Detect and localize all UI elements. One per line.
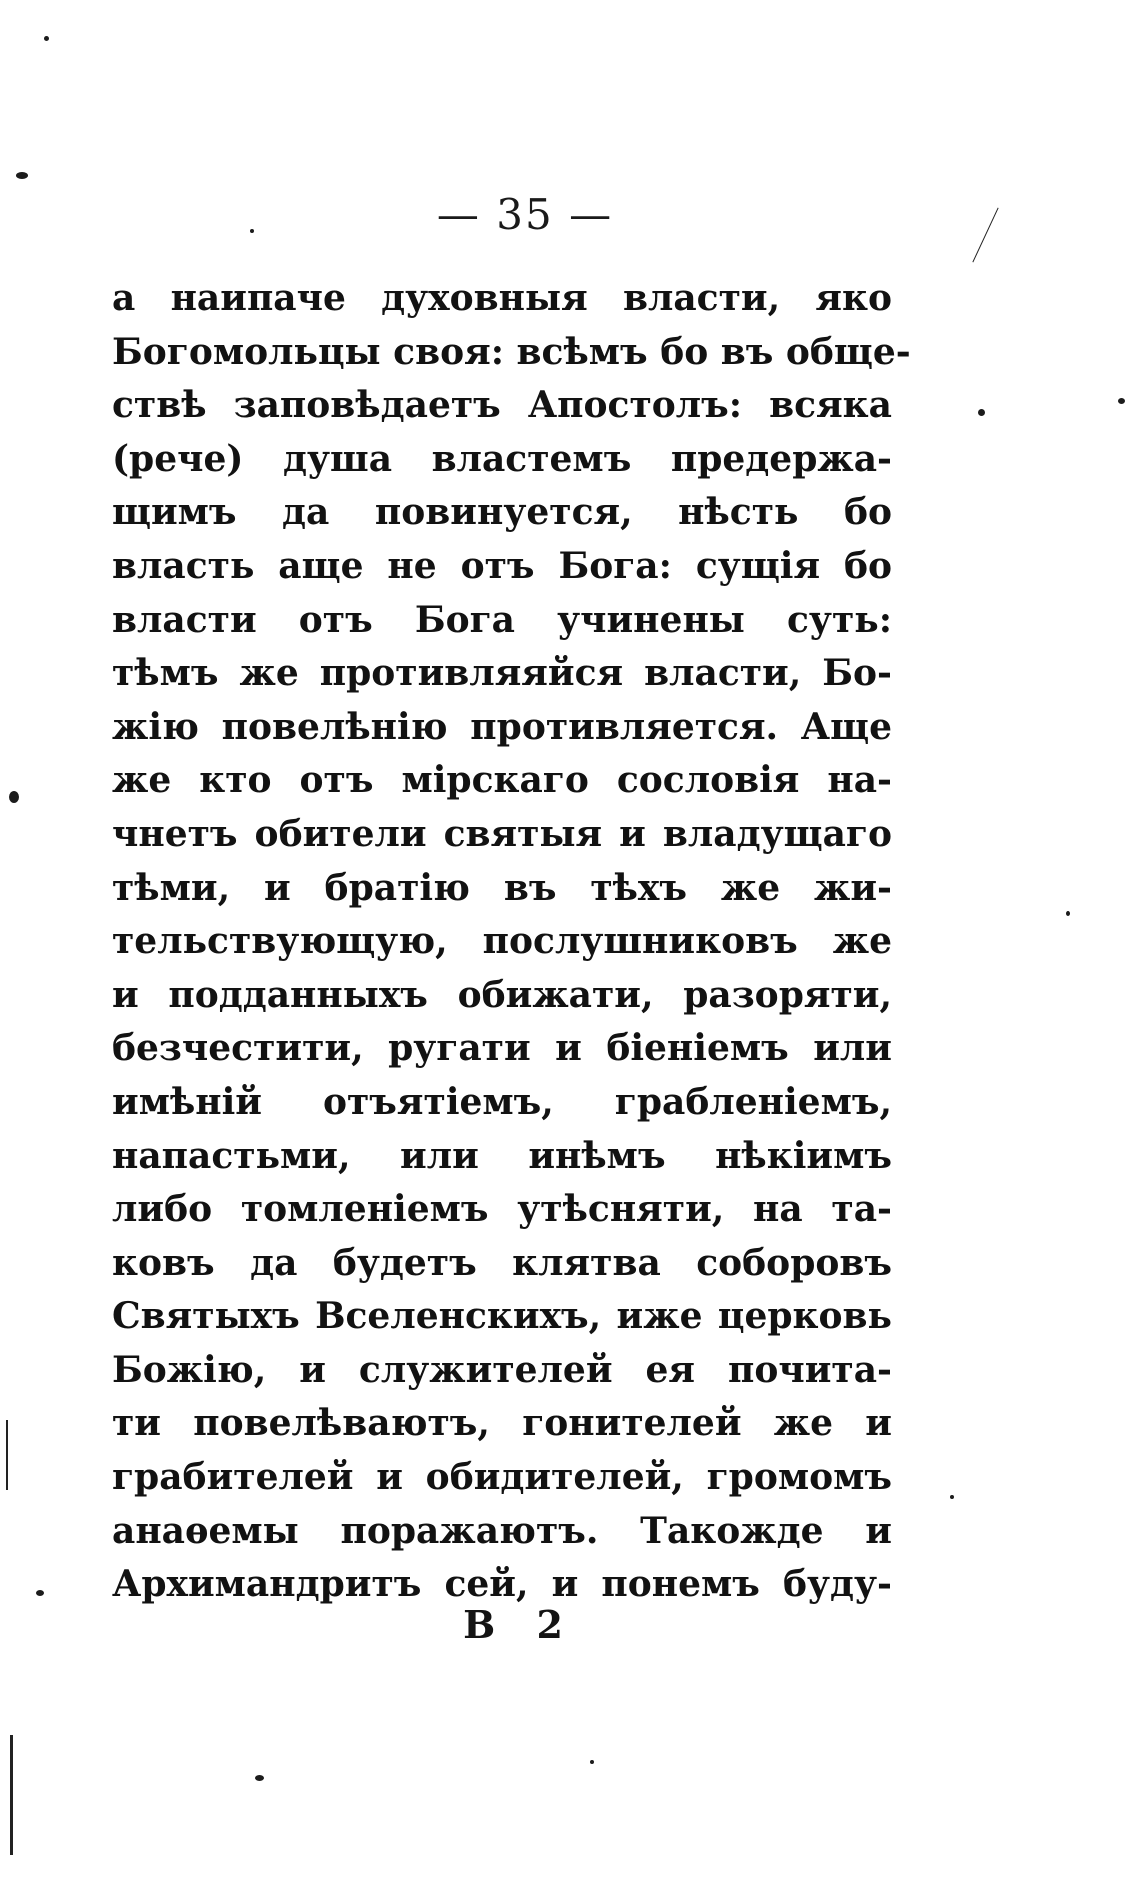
text-line: Святыхъ Вселенскихъ, иже церковь — [112, 1295, 892, 1338]
text-line: Божію, и служителей ея почита- — [112, 1348, 892, 1391]
scan-speck — [255, 1775, 264, 1781]
scan-speck — [1118, 398, 1125, 404]
text-line: напастьми, или инѣмъ нѣкіимъ — [112, 1134, 892, 1177]
text-line: власти отъ Бога учинены суть: — [112, 598, 892, 641]
edge-mark — [10, 1735, 13, 1855]
text-line: анаѳемы поражаютъ. Такожде и — [112, 1509, 892, 1552]
scan-speck — [950, 1495, 954, 1499]
text-line: (рече) душа властемъ предержа- — [112, 437, 892, 480]
scan-speck — [1066, 911, 1070, 916]
text-line: Богомольцы своя: всѣмъ бо въ обще- — [112, 330, 911, 373]
text-line: тѣми, и братію въ тѣхъ же жи- — [112, 866, 892, 909]
text-line: имѣній отъятіемъ, грабленіемъ, — [112, 1080, 892, 1123]
text-line: и подданныхъ обижати, разоряти, — [112, 973, 892, 1016]
scan-speck — [16, 172, 28, 179]
edge-mark — [6, 1420, 8, 1490]
scan-speck — [590, 1760, 594, 1764]
body-text — [112, 272, 911, 1612]
signature-mark: В 2 — [463, 1602, 577, 1647]
text-line: ковъ да будетъ клятва соборовъ — [112, 1241, 892, 1284]
text-line: щимъ да повинуется, нѣсть бо — [112, 491, 892, 534]
scan-speck — [36, 1590, 44, 1596]
text-line: ствѣ заповѣдаетъ Апостолъ: всяка — [112, 384, 892, 427]
text-line: же кто отъ мірскаго сословія на- — [112, 759, 892, 802]
scan-speck — [9, 791, 19, 803]
text-line: тельствующую, послушниковъ же — [112, 920, 892, 963]
text-line: безчестити, ругати и біеніемъ или — [112, 1027, 892, 1070]
text-line: грабителей и обидителей, громомъ — [112, 1456, 892, 1499]
page-number: — 35 — — [436, 190, 614, 239]
text-line: Архимандритъ сей, и понемъ буду- — [112, 1563, 892, 1606]
scan-speck — [44, 36, 49, 41]
scan-speck — [250, 229, 254, 233]
text-line: ти повелѣваютъ, гонителей же и — [112, 1402, 892, 1445]
text-line: либо томленіемъ утѣсняти, на та- — [112, 1188, 892, 1231]
text-line: чнетъ обители святыя и владущаго — [112, 812, 892, 855]
scan-speck — [978, 409, 985, 416]
text-line: власть аще не отъ Бога: сущія бо — [112, 544, 892, 587]
text-line: а наипаче духовныя власти, яко — [112, 277, 892, 319]
text-line: тѣмъ же противляяйся власти, Бо- — [112, 652, 892, 695]
text-line: жію повелѣнію противляется. Аще — [112, 705, 892, 748]
